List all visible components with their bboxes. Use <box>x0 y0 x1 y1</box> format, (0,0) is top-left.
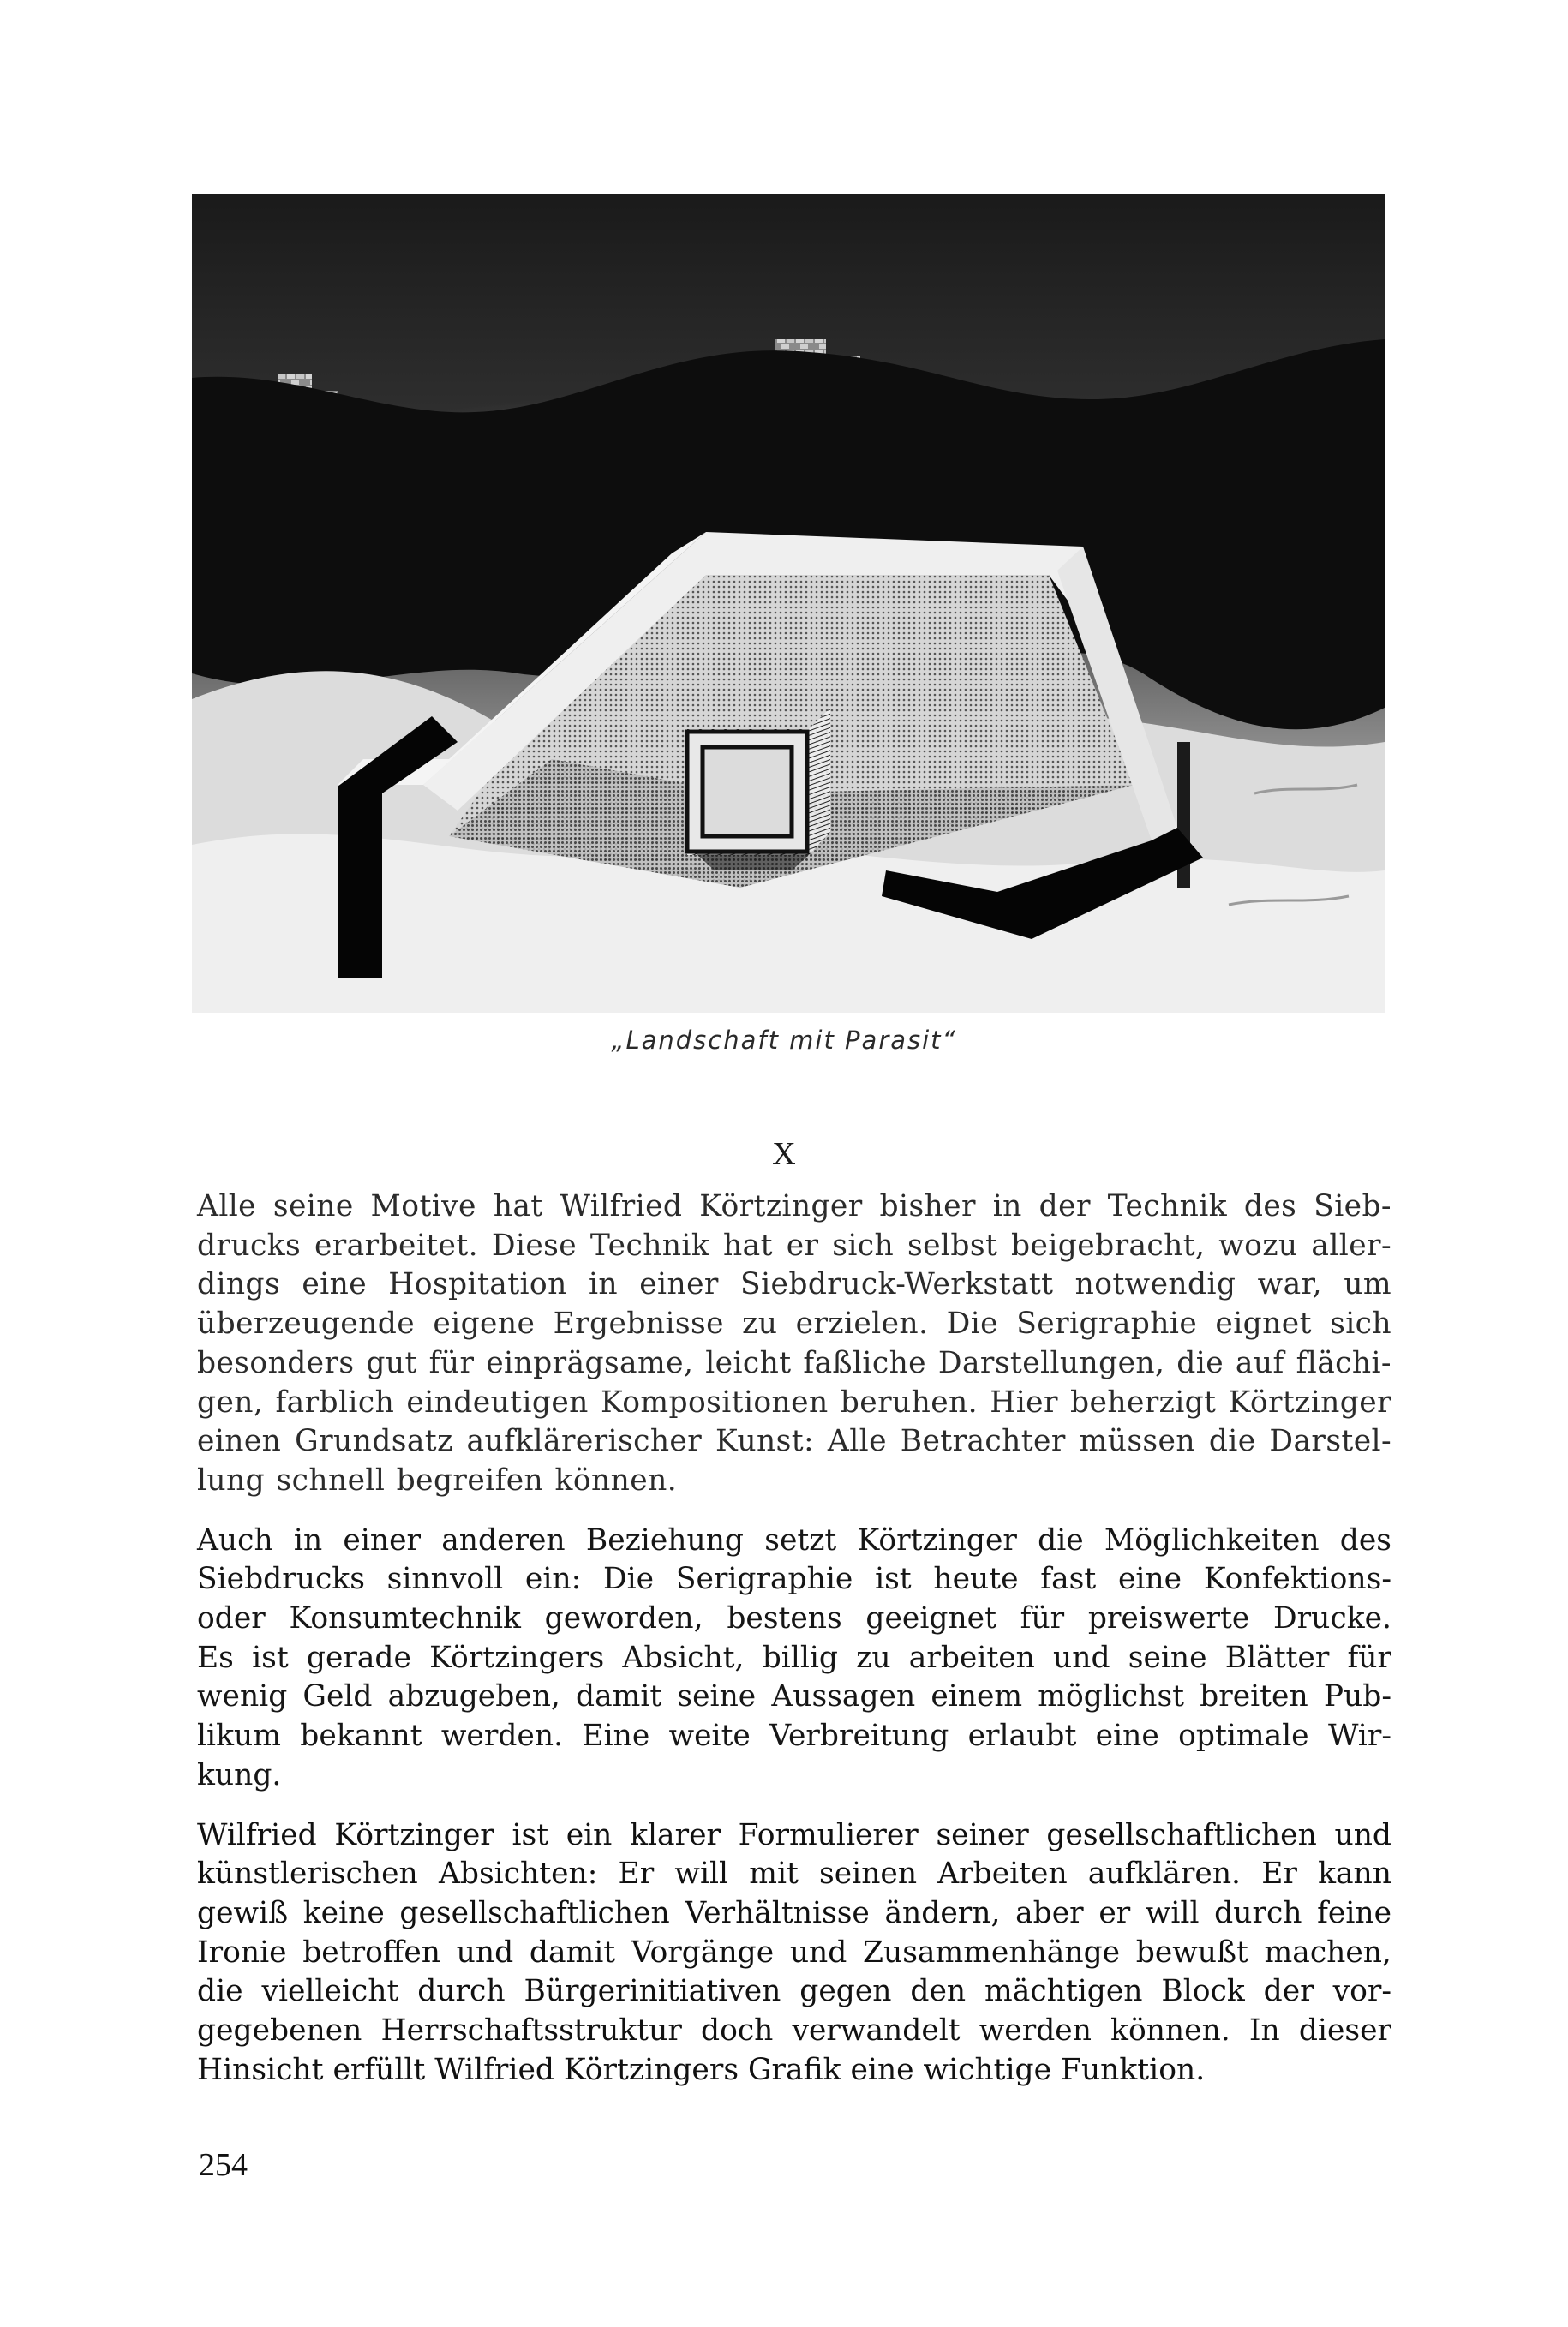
text-line: dings eine Hospitation in einer Siebdruck-Werkstatt notwendig war, um <box>197 1267 1391 1302</box>
structure-right-post <box>1177 742 1190 888</box>
figure-caption: „Landschaft mit Parasit“ <box>611 1026 957 1055</box>
text-line: künstlerischen Absichten: Er will mit seinen Arbeiten aufklären. Er kann <box>197 1857 1391 1892</box>
paragraph-1 <box>197 1187 1391 1501</box>
text-line: Alle seine Motive hat Wilfried Körtzinger bisher in der Technik des Sieb- <box>197 1189 1391 1223</box>
artwork-illustration <box>192 194 1385 1013</box>
text-line: Ironie betroffen und damit Vorgänge und Zusammenhänge bewußt machen, <box>197 1935 1391 1970</box>
text-line: likum bekannt werden. Eine weite Verbreitung erlaubt eine optimale Wir- <box>197 1719 1391 1754</box>
text-line: gen, farblich eindeutigen Kompositionen beruhen. Hier beherzigt Körtzinger <box>197 1385 1391 1420</box>
text-line: gegebenen Herrschaftsstruktur doch verwandelt werden können. In dieser <box>197 2013 1391 2049</box>
text-line: besonders gut für einprägsame, leicht faßliche Darstellungen, die auf flächi- <box>197 1345 1391 1380</box>
text-line: Es ist gerade Körtzingers Absicht, billig zu arbeiten und seine Blätter für <box>197 1640 1391 1675</box>
text-line: die vielleicht durch Bürgerinitiativen gegen den mächtigen Block der vor- <box>197 1974 1391 2009</box>
parasite-box <box>687 708 830 870</box>
paragraph-3 <box>197 1816 1391 2091</box>
text-line: Wilfried Körtzinger ist ein klarer Formulierer seiner gesellschaftlichen und <box>197 1817 1391 1852</box>
paragraph-2 <box>197 1522 1391 1796</box>
text-line: drucks erarbeitet. Diese Technik hat er sich selbst beigebracht, wozu aller- <box>197 1228 1391 1263</box>
page-number: 254 <box>199 2147 248 2183</box>
text-line: wenig Geld abzugeben, damit seine Aussagen einem möglichst breiten Pub- <box>197 1679 1391 1714</box>
text-line: Auch in einer anderen Beziehung setzt Körtzinger die Möglichkeiten des <box>197 1522 1391 1558</box>
text-line: überzeugende eigene Ergebnisse zu erzielen. Die Serigraphie eignet sich <box>197 1307 1391 1342</box>
text-line: kung. <box>197 1757 282 1792</box>
text-line: Hinsicht erfüllt Wilfried Körtzingers Grafik eine wichtige Funktion. <box>197 2052 1206 2087</box>
body-text <box>197 1187 1391 2110</box>
text-line: gewiß keine gesellschaftlichen Verhältnisse ändern, aber er will durch feine <box>197 1895 1391 1930</box>
text-line: oder Konsumtechnik geworden, bestens geeignet für preiswerte Drucke. <box>197 1601 1391 1636</box>
text-line: lung schnell begreifen können. <box>197 1463 678 1498</box>
text-line: einen Grundsatz aufklärerischer Kunst: Alle Betrachter müssen die Darstel- <box>197 1424 1391 1459</box>
section-numeral: X <box>772 1136 796 1172</box>
text-line: Siebdrucks sinnvoll ein: Die Serigraphie ist heute fast eine Konfektions- <box>197 1562 1391 1597</box>
